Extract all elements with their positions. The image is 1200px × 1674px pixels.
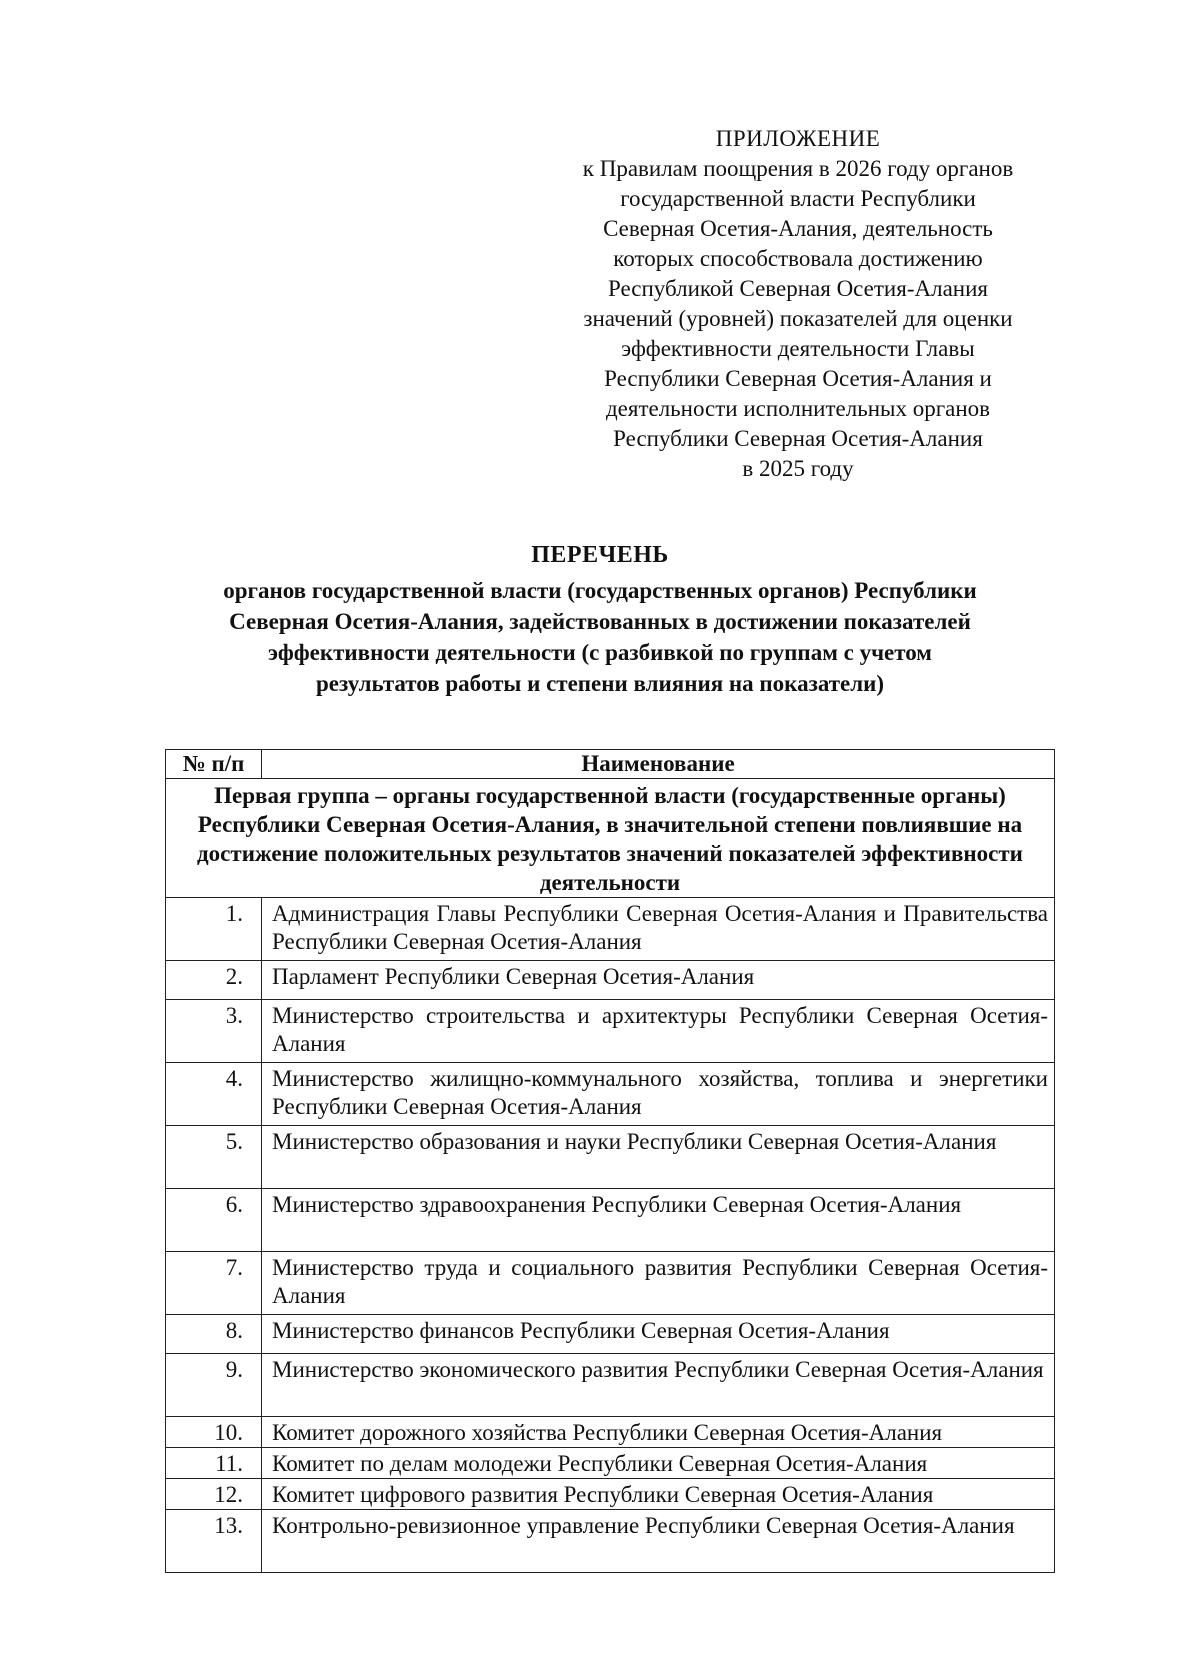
row-number: 11. [166, 1448, 262, 1479]
appendix-line: к Правилам поощрения в 2026 году органов [582, 156, 1014, 181]
title-line: Северная Осетия-Алания, задействованных в достижении показателей [229, 609, 971, 634]
row-name: Министерство труда и социального развития Республики Северная Осетия-Алания [262, 1252, 1055, 1315]
row-name: Парламент Республики Северная Осетия-Алания [262, 961, 1055, 1000]
row-number: 12. [166, 1479, 262, 1510]
appendix-line: значений (уровней) показателей для оценки [583, 306, 1013, 331]
table-row [166, 1189, 1055, 1252]
row-name: Администрация Главы Республики Северная Осетия-Алания и Правительства Республики Северная Осетия-Алания [262, 898, 1055, 961]
row-name: Комитет цифрового развития Республики Северная Осетия-Алания [262, 1479, 1055, 1510]
table-row [166, 961, 1055, 1000]
appendix-line: Республикой Северная Осетия-Алания [608, 276, 988, 301]
row-number: 7. [166, 1252, 262, 1315]
row-number: 3. [166, 1000, 262, 1063]
appendix-line: в 2025 году [742, 456, 854, 481]
row-name: Министерство финансов Республики Северная Осетия-Алания [262, 1315, 1055, 1354]
table-row [166, 1448, 1055, 1479]
table-row [166, 1479, 1055, 1510]
title-line: органов государственной власти (государственных органов) Республики [223, 578, 977, 603]
table-row [166, 1510, 1055, 1573]
row-number: 1. [166, 898, 262, 961]
appendix-line: Северная Осетия-Алания, деятельность [603, 216, 993, 241]
group-title: Первая группа – органы государственной власти (государственные органы) Республики Северная Осетия-Алания, в значительной степени повлиявшие на достижение положительных результатов значений показателей эффективности деятельности [166, 779, 1055, 898]
row-number: 8. [166, 1315, 262, 1354]
table-row [166, 1354, 1055, 1417]
appendix-line: государственной власти Республики [620, 186, 976, 211]
title-line: эффективности деятельности (с разбивкой по группам с учетом [268, 640, 932, 665]
appendix-line: Республики Северная Осетия-Алания [613, 426, 983, 451]
table-row [166, 1252, 1055, 1315]
document-title [140, 540, 1060, 699]
row-number: 4. [166, 1063, 262, 1126]
row-name: Министерство экономического развития Республики Северная Осетия-Алания [262, 1354, 1055, 1417]
appendix-title: ПРИЛОЖЕНИЕ [715, 126, 881, 151]
table-row [166, 1000, 1055, 1063]
row-name: Министерство жилищно-коммунального хозяйства, топлива и энергетики Республики Северная Осетия-Алания [262, 1063, 1055, 1126]
table-row [166, 898, 1055, 961]
row-number: 13. [166, 1510, 262, 1573]
row-name: Министерство образования и науки Республики Северная Осетия-Алания [262, 1126, 1055, 1189]
row-number: 5. [166, 1126, 262, 1189]
title-line: результатов работы и степени влияния на показатели) [315, 671, 885, 696]
appendix-line: деятельности исполнительных органов [605, 396, 991, 421]
header-number: № п/п [166, 750, 262, 779]
appendix-line: которых способствовала достижению [613, 246, 983, 271]
row-number: 6. [166, 1189, 262, 1252]
table-row [166, 1126, 1055, 1189]
row-number: 9. [166, 1354, 262, 1417]
table-header-row [166, 750, 1055, 779]
row-name: Министерство здравоохранения Республики Северная Осетия-Алания [262, 1189, 1055, 1252]
table-row [166, 1315, 1055, 1354]
row-name: Комитет дорожного хозяйства Республики Северная Осетия-Алания [262, 1417, 1055, 1448]
appendix-line: Республики Северная Осетия-Алания и [604, 366, 992, 391]
table-row [166, 1417, 1055, 1448]
group-row [166, 779, 1055, 898]
row-name: Министерство строительства и архитектуры Республики Северная Осетия-Алания [262, 1000, 1055, 1063]
row-name: Контрольно-ревизионное управление Республики Северная Осетия-Алания [262, 1510, 1055, 1573]
organs-table [165, 749, 1055, 1573]
appendix-line: эффективности деятельности Главы [621, 336, 975, 361]
header-name: Наименование [262, 750, 1055, 779]
appendix-block [548, 124, 1048, 484]
row-name: Комитет по делам молодежи Республики Северная Осетия-Алания [262, 1448, 1055, 1479]
title-main: ПЕРЕЧЕНЬ [531, 542, 669, 568]
row-number: 10. [166, 1417, 262, 1448]
table-row [166, 1063, 1055, 1126]
row-number: 2. [166, 961, 262, 1000]
